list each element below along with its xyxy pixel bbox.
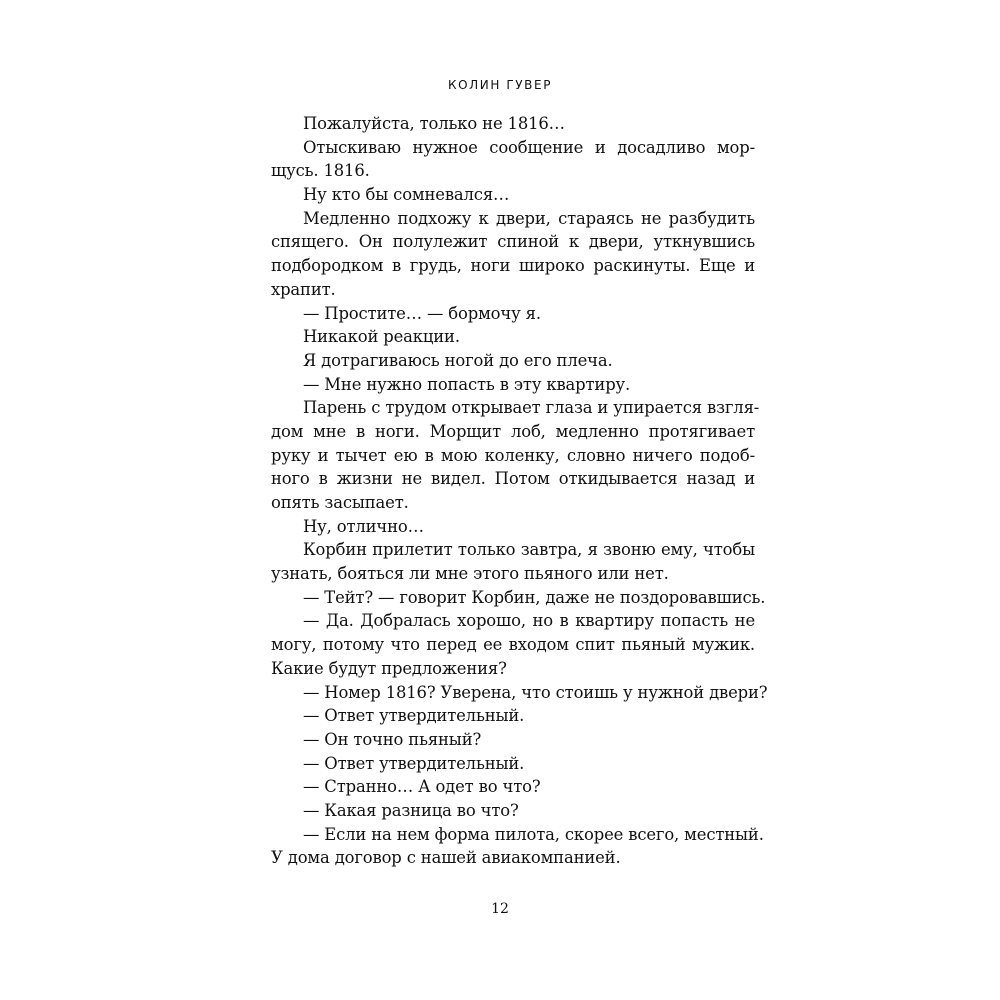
text-line: У дома договор с нашей авиакомпанией. — [271, 848, 621, 868]
text-line: Я дотрагиваюсь ногой до его плеча. — [303, 350, 613, 370]
text-line: спящего. Он полулежит спиной к двери, уткнувшись — [271, 232, 755, 252]
text-line: — Если на нем форма пилота, скорее всего, местный. — [303, 824, 764, 844]
text-line: щусь. 1816. — [271, 161, 370, 181]
running-head: КОЛИН ГУВЕР — [447, 78, 553, 92]
text-line: — Ответ утвердительный. — [303, 753, 525, 773]
text-line: — Какая разница во что? — [303, 800, 519, 820]
text-line: подбородком в грудь, ноги широко раскинуты. Еще и — [271, 256, 755, 276]
text-line: Ну кто бы сомневался… — [303, 185, 510, 205]
page-number: 12 — [491, 901, 509, 917]
text-line: Пожалуйста, только не 1816… — [303, 114, 565, 133]
text-line: опять засыпает. — [271, 493, 409, 512]
text-line: Медленно подхожу к двери, стараясь не разбудить — [303, 208, 755, 228]
text-line: — Странно… А одет во что? — [303, 777, 541, 797]
text-line: — Ответ утвердительный. — [303, 706, 525, 726]
text-line: — Мне нужно попасть в эту квартиру. — [303, 374, 631, 394]
text-line: храпит. — [271, 279, 336, 299]
text-line: — Номер 1816? Уверена, что стоишь у нужной двери? — [303, 682, 768, 702]
text-line: — Тейт? — говорит Корбин, даже не поздоровавшись. — [303, 587, 766, 607]
text-line: могу, потому что перед ее входом спит пьяный мужик. — [271, 635, 755, 655]
text-line: ного в жизни не видел. Потом откидывается назад и — [271, 469, 755, 489]
text-line: узнать, бояться ли мне этого пьяного или нет. — [271, 564, 669, 584]
body-text — [271, 112, 768, 870]
text-line: — Да. Добралась хорошо, но в квартиру попасть не — [303, 611, 755, 631]
text-line: Парень с трудом открывает глаза и упирается взгля- — [303, 398, 760, 418]
text-line: руку и тычет ею в мою коленку, словно ничего подоб- — [271, 445, 755, 465]
text-line: — Простите… — бормочу я. — [303, 303, 541, 323]
text-line: Никакой реакции. — [303, 327, 460, 347]
text-line: Ну, отлично… — [303, 516, 424, 536]
text-line: дом мне в ноги. Морщит лоб, медленно протягивает — [271, 421, 755, 441]
text-line: Отыскиваю нужное сообщение и досадливо мор- — [303, 137, 755, 157]
text-line: Корбин прилетит только завтра, я звоню ему, чтобы — [303, 540, 755, 560]
text-line: — Он точно пьяный? — [303, 729, 482, 749]
text-line: Какие будут предложения? — [271, 658, 507, 678]
